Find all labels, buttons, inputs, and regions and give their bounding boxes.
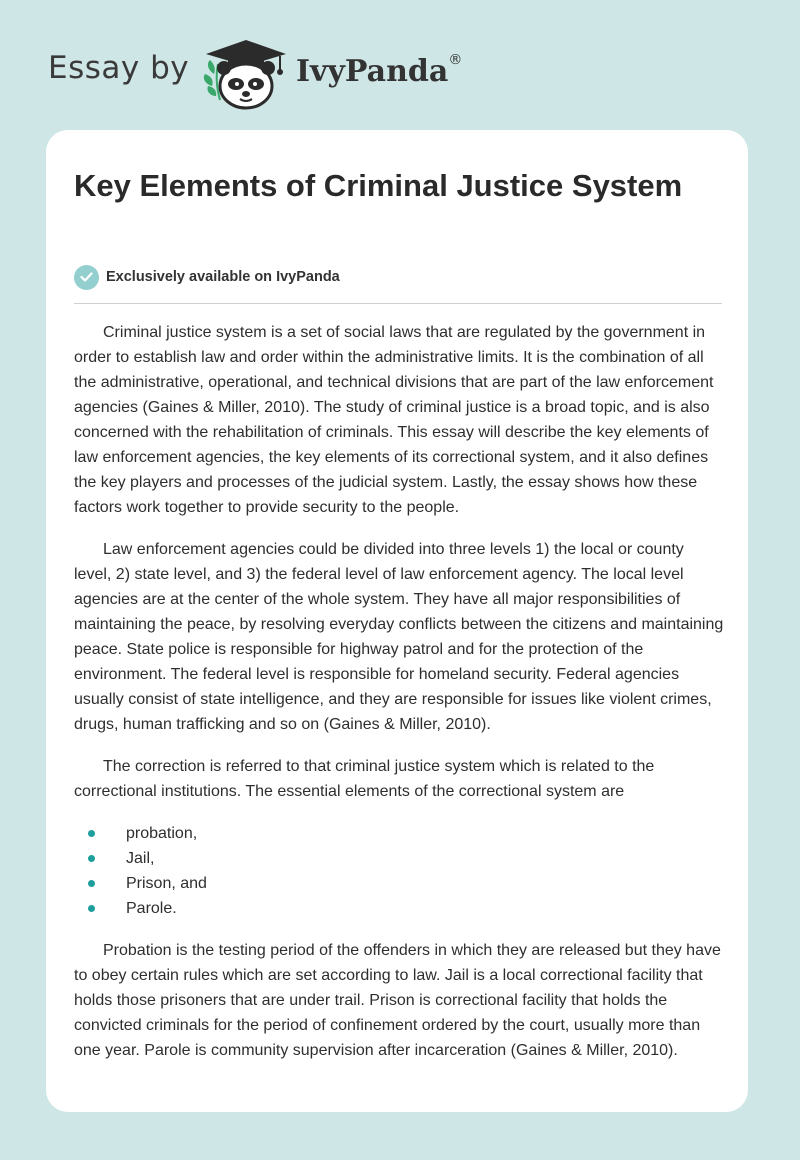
title-divider (74, 303, 722, 304)
trademark-symbol: ® (448, 52, 463, 68)
bullet-icon (88, 855, 95, 862)
bullet-icon (88, 905, 95, 912)
list-item-text: Prison, and (126, 875, 207, 892)
bullet-icon (88, 830, 95, 837)
essay-title: Key Elements of Criminal Justice System (74, 168, 683, 203)
site-header (0, 0, 800, 130)
list-item (74, 846, 724, 871)
checkmark-icon (74, 265, 99, 290)
list-item (74, 896, 724, 921)
list-item-text: Jail, (126, 850, 155, 867)
brand-text: IvyPanda (296, 54, 449, 89)
essay-body (74, 320, 724, 1080)
paragraph-closing: Probation is the testing period of the offenders in which they are released but they have to obey certain rules which are set according to law. Jail is a local correctional facility that holds those prisoners that are under trail. Prison is correctional facility that holds the convicted criminals for the period of confinement ordered by the court, usually more than one year. Parole is community supervision after incarceration (Gaines & Miller, 2010). (74, 942, 721, 1059)
essay-by-label: Essay by (48, 50, 190, 86)
list-item (74, 821, 724, 846)
panda-logo-icon[interactable] (200, 34, 292, 110)
brand-name[interactable] (296, 54, 462, 89)
correctional-elements-list (74, 821, 724, 921)
paragraph-correction: The correction is referred to that criminal justice system which is related to the correctional institutions. The essential elements of the correctional system are (74, 758, 655, 800)
essay-card (46, 130, 748, 1112)
list-item-text: probation, (126, 825, 198, 842)
list-item-text: Parole. (126, 900, 177, 917)
paragraph-law-enforcement: Law enforcement agencies could be divided into three levels 1) the local or county level, 2) state level, and 3) the federal level of law enforcement agency. The local level agencies are at the center of the whole system. They have all major responsibilities of maintaining the peace, by resolving everyday conflicts between the citizens and maintaining peace. State police is responsible for highway patrol and for the protection of the environment. The federal level is responsible for homeland security. Federal agencies usually consist of state intelligence, and they are responsible for issues like violent crimes, drugs, human trafficking and so on (Gaines & Miller, 2010). (74, 541, 724, 733)
exclusive-badge (74, 264, 340, 290)
exclusive-badge-label: Exclusively available on IvyPanda (106, 269, 340, 285)
list-item (74, 871, 724, 896)
bullet-icon (88, 880, 95, 887)
paragraph-intro: Criminal justice system is a set of social laws that are regulated by the government in order to establish law and order within the administrative limits. It is the combination of all the administrative, operational, and technical divisions that are part of the law enforcement agencies (Gaines & Miller, 2010). The study of criminal justice is a broad topic, and is also concerned with the rehabilitation of criminals. This essay will describe the key elements of law enforcement agencies, the key elements of its correctional system, and it also defines the key players and processes of the judicial system. Lastly, the essay shows how these factors work together to provide security to the people. (74, 324, 714, 516)
